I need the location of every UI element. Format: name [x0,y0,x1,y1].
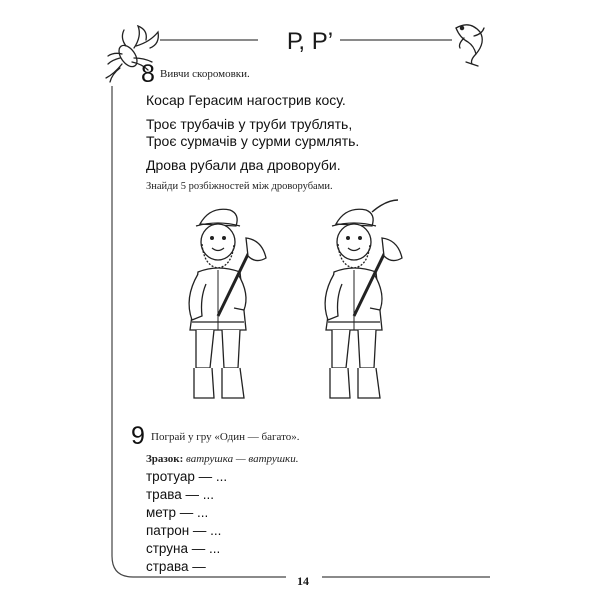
list-item: метр — ... [146,505,209,520]
tongue-twister-4: Дрова рубали два дроворуби. [146,157,341,173]
woodcutter-illustration [150,196,450,412]
tongue-twister-1: Косар Герасим нагострив косу. [146,92,346,108]
list-item: струна — ... [146,541,221,556]
tongue-twister-2: Троє трубачів у труби трублять, [146,116,353,132]
list-item: трава — ... [146,487,214,502]
list-item: патрон — ... [146,523,222,538]
example-label: Зразок: [146,453,184,465]
exercise-9-example [146,453,298,465]
exercise-8-number: 8 [141,60,155,88]
exercise-9-instruction: Пограй у гру «Один — багато». [151,431,300,443]
exercise-8-task: Знайди 5 розбіжностей між дроворубами. [146,181,333,192]
page-title: Р, Р’ [286,28,334,55]
fish-icon [446,14,500,68]
page-number: 14 [297,574,309,588]
example-text: ватрушка — ватрушки. [186,453,299,465]
tongue-twister-3: Троє сурмачів у сурми сурмлять. [146,133,360,149]
exercise-8-instruction: Вивчи скоромовки. [160,68,250,80]
exercise-9-number: 9 [131,422,145,450]
word-list [146,468,227,576]
list-item: тротуар — ... [146,469,228,484]
list-item: страва — [146,559,206,574]
